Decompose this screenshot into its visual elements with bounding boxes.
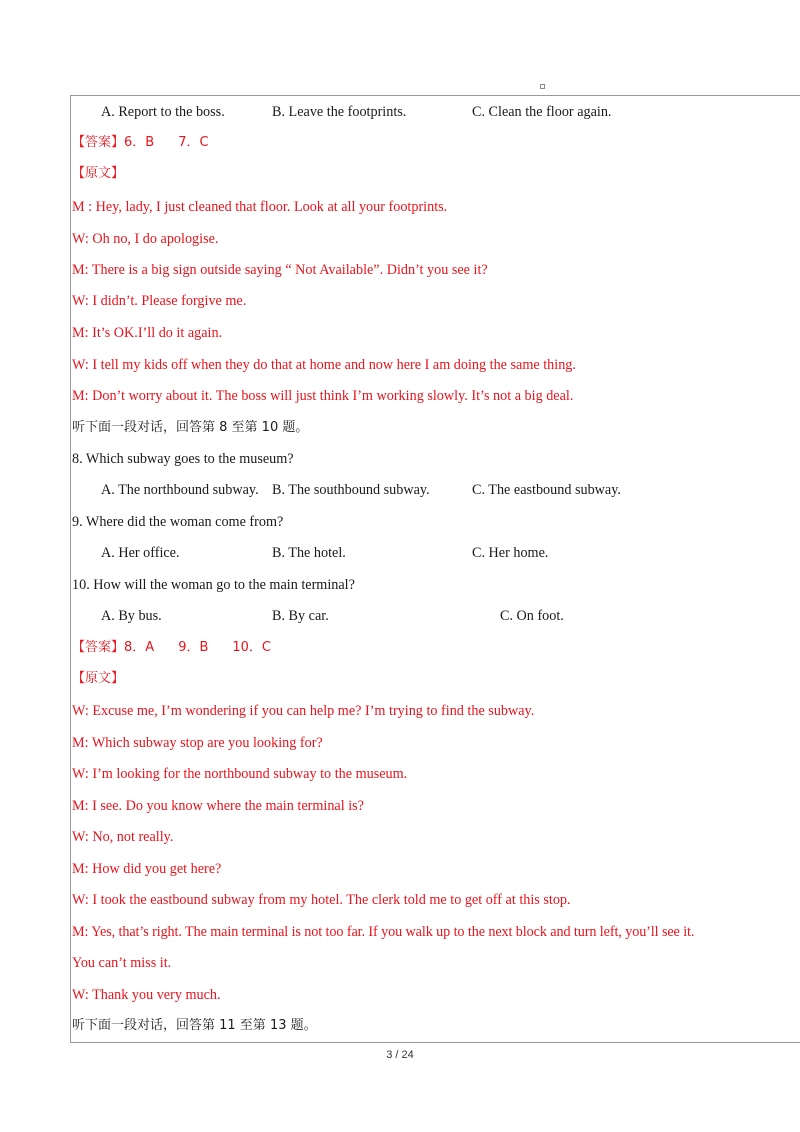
q7-options [0, 103, 800, 121]
option-a: A. By bus. [101, 608, 162, 624]
transcript-line: M : Hey, lady, I just cleaned that floor. Look at all your footprints. [72, 199, 448, 215]
q9-options [0, 544, 800, 562]
question-10: 10. How will the woman go to the main terminal? [72, 577, 355, 593]
transcript-line: W: Oh no, I do apologise. [72, 231, 219, 247]
transcript-label: 【原文】 [72, 166, 125, 181]
transcript-line: M: Yes, that’s right. The main terminal is not too far. If you walk up to the next block and turn left, you’ll see it. [72, 924, 695, 940]
transcript-line: W: Thank you very much. [72, 987, 221, 1003]
option-b: B. Leave the footprints. [272, 104, 407, 120]
option-b: B. By car. [272, 608, 329, 624]
page-number: 3 / 24 [386, 1049, 414, 1061]
question-8: 8. Which subway goes to the museum? [72, 451, 294, 467]
transcript-line: M: How did you get here? [72, 861, 222, 877]
instruction: 听下面一段对话，回答第 8 至第 10 题。 [72, 420, 309, 435]
option-c: C. Her home. [472, 545, 549, 561]
option-b: B. The hotel. [272, 545, 346, 561]
transcript-line: M: It’s OK.I’ll do it again. [72, 325, 223, 341]
answer-label: 【答案】 [72, 640, 125, 655]
option-c: C. The eastbound subway. [472, 482, 621, 498]
answer-line [72, 134, 209, 152]
q10-options [0, 607, 800, 625]
option-b: B. The southbound subway. [272, 482, 430, 498]
question-9: 9. Where did the woman come from? [72, 514, 284, 530]
transcript-line: W: I’m looking for the northbound subway to the museum. [72, 766, 408, 782]
answer-item: 6．B [124, 135, 155, 150]
answer-line [72, 639, 271, 657]
transcript-line: M: Don’t worry about it. The boss will just think I’m working slowly. It’s not a big deal. [72, 388, 574, 404]
answer-label: 【答案】 [72, 135, 125, 150]
transcript-line: W: I didn’t. Please forgive me. [72, 293, 247, 309]
transcript-line: M: I see. Do you know where the main terminal is? [72, 798, 364, 814]
q8-options [0, 481, 800, 499]
transcript-line: You can’t miss it. [72, 955, 172, 971]
option-a: A. Report to the boss. [101, 104, 225, 120]
option-a: A. Her office. [101, 545, 180, 561]
transcript-line: W: No, not really. [72, 829, 174, 845]
answer-item: 8．A [124, 640, 155, 655]
transcript-line: W: Excuse me, I’m wondering if you can help me? I’m trying to find the subway. [72, 703, 535, 719]
instruction: 听下面一段对话，回答第 11 至第 13 题。 [72, 1018, 317, 1033]
option-a: A. The northbound subway. [101, 482, 259, 498]
transcript-line: M: Which subway stop are you looking for? [72, 735, 323, 751]
option-c: C. On foot. [500, 608, 564, 624]
answer-item: 7．C [178, 135, 209, 150]
answer-item: 10．C [232, 640, 272, 655]
option-c: C. Clean the floor again. [472, 104, 612, 120]
transcript-line: M: There is a big sign outside saying “ Not Available”. Didn’t you see it? [72, 262, 488, 278]
corner-marker [540, 84, 545, 89]
transcript-line: W: I took the eastbound subway from my hotel. The clerk told me to get off at this stop. [72, 892, 571, 908]
transcript-label: 【原文】 [72, 671, 125, 686]
answer-item: 9．B [178, 640, 209, 655]
transcript-line: W: I tell my kids off when they do that at home and now here I am doing the same thing. [72, 357, 576, 373]
